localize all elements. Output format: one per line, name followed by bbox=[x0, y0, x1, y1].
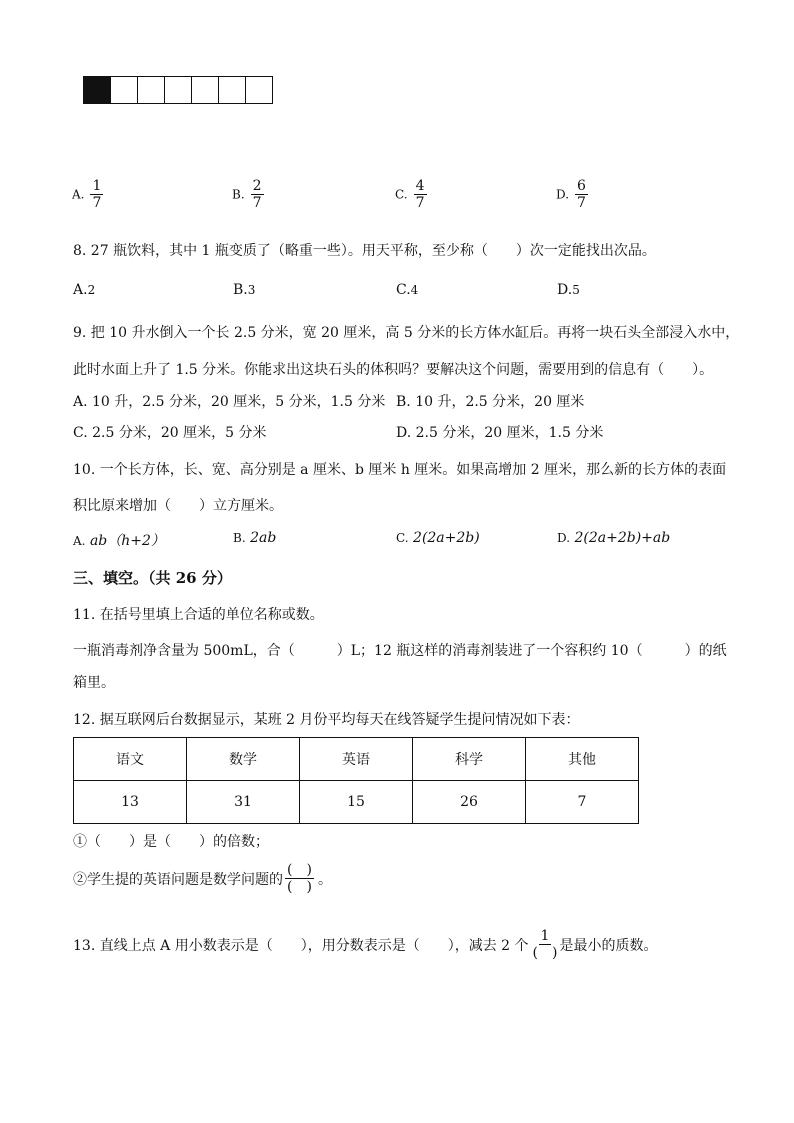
table-cell: 英语 bbox=[300, 738, 413, 781]
section-heading: 三、填空。（共 26 分） bbox=[73, 569, 232, 587]
q10-option-c[interactable]: C. 2(2a+2b) bbox=[396, 530, 480, 546]
unit-strip bbox=[84, 76, 273, 104]
table-cell: 26 bbox=[413, 781, 526, 824]
strip-cell bbox=[164, 76, 192, 104]
q7-option-d[interactable]: D. $\frac{6}{7}$ bbox=[556, 178, 586, 211]
table-cell: 31 bbox=[187, 781, 300, 824]
q7-option-c[interactable]: C. $\frac{4}{7}$ bbox=[395, 178, 425, 211]
q13-text: 13. 直线上点 A 用小数表示是（ ），用分数表示是（ ），减去 2 个 $\frac{1}{( )}$ 是最小的质数。 bbox=[73, 928, 658, 961]
table-header-row bbox=[74, 738, 639, 781]
fraction: $\frac{1}{7}$ bbox=[92, 178, 102, 211]
table-cell: 其他 bbox=[526, 738, 639, 781]
q9-line2: 此时水面上升了 1.5 分米。你能求出这块石头的体积吗？要解决这个问题，需要用到的信息有（ ）。 bbox=[73, 362, 714, 378]
table-cell: 13 bbox=[74, 781, 187, 824]
fraction: $\frac{4}{7}$ bbox=[415, 178, 425, 211]
q11-line2: 箱里。 bbox=[73, 675, 115, 691]
strip-cell bbox=[218, 76, 246, 104]
strip-cell bbox=[137, 76, 165, 104]
q10-option-b[interactable]: B. 2ab bbox=[233, 530, 277, 546]
table-cell: 15 bbox=[300, 781, 413, 824]
q8-option-d[interactable]: D.5 bbox=[557, 282, 580, 298]
q7-option-a[interactable]: A. $\frac{1}{7}$ bbox=[72, 178, 102, 211]
fraction: $\frac{( )}{( )}$ bbox=[287, 862, 312, 895]
strip-cell bbox=[191, 76, 219, 104]
q10-line2: 积比原来增加（ ）立方厘米。 bbox=[73, 498, 283, 514]
q8-option-b[interactable]: B.3 bbox=[233, 282, 256, 298]
strip-cell-filled bbox=[83, 76, 111, 104]
q10-option-d[interactable]: D. 2(2a+2b)+ab bbox=[557, 530, 671, 546]
q12-sub2: ②学生提的英语问题是数学问题的 $\frac{( )}{( )}$ 。 bbox=[73, 862, 332, 895]
q7-option-b[interactable]: B. $\frac{2}{7}$ bbox=[232, 178, 262, 211]
q8-option-a[interactable]: A.2 bbox=[73, 282, 96, 298]
table-cell: 科学 bbox=[413, 738, 526, 781]
table-cell: 语文 bbox=[74, 738, 187, 781]
fraction: $\frac{6}{7}$ bbox=[577, 178, 586, 211]
q10-option-a[interactable]: A. ab（h+2） bbox=[73, 533, 165, 549]
strip-cell bbox=[245, 76, 273, 104]
table-cell: 数学 bbox=[187, 738, 300, 781]
q9-option-c[interactable]: C. 2.5 分米，20 厘米，5 分米 bbox=[73, 425, 267, 441]
q9-option-d[interactable]: D. 2.5 分米，20 厘米，1.5 分米 bbox=[396, 425, 604, 441]
fraction: $\frac{2}{7}$ bbox=[252, 178, 262, 211]
q10-line1: 10. 一个长方体，长、宽、高分别是 a 厘米、b 厘米 h 厘米。如果高增加 2 厘米，那么新的长方体的表面 bbox=[73, 462, 727, 478]
q11-title: 11. 在括号里填上合适的单位名称或数。 bbox=[73, 607, 324, 623]
table-cell: 7 bbox=[526, 781, 639, 824]
q9-option-b[interactable]: B. 10 升，2.5 分米，20 厘米 bbox=[396, 394, 585, 410]
q12-sub1: ①（ ）是（ ）的倍数； bbox=[73, 834, 269, 850]
strip-cell bbox=[110, 76, 138, 104]
questions-table bbox=[73, 737, 639, 824]
table-row bbox=[74, 781, 639, 824]
q9-option-a[interactable]: A. 10 升，2.5 分米，20 厘米，5 分米，1.5 分米 bbox=[73, 394, 386, 410]
fraction: $\frac{1}{( )}$ bbox=[532, 928, 558, 961]
q12-title: 12. 据互联网后台数据显示，某班 2 月份平均每天在线答疑学生提问情况如下表： bbox=[73, 712, 580, 728]
q8-text: 8. 27 瓶饮料，其中 1 瓶变质了（略重一些）。用天平称，至少称（ ）次一定能找出次品。 bbox=[73, 243, 656, 259]
q11-line1: 一瓶消毒剂净含量为 500mL，合（ ）L；12 瓶这样的消毒剂装进了一个容积约 10（ ）的纸 bbox=[73, 643, 727, 659]
q9-line1: 9. 把 10 升水倒入一个长 2.5 分米，宽 20 厘米，高 5 分米的长方体水缸后。再将一块石头全部浸入水中， bbox=[73, 325, 740, 341]
q8-option-c[interactable]: C.4 bbox=[396, 282, 419, 298]
